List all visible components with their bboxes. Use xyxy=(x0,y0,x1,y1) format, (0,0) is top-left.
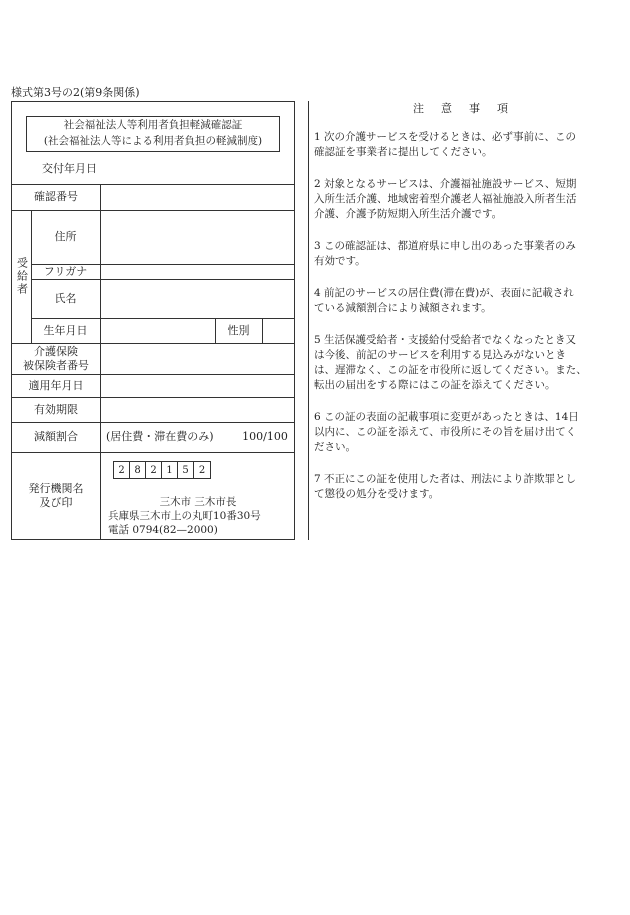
birthdate-label: 生年月日 xyxy=(43,323,88,337)
name-label: 氏名 xyxy=(54,291,77,305)
note-item: 7 不正にこの証を使用した者は、刑法により詐欺罪とし て懲役の処分を受けます。 xyxy=(314,473,577,500)
certificate-panel xyxy=(11,101,295,540)
issuer-label: 発行機関名 及び印 xyxy=(28,481,84,509)
issuer-code-digit: 2 xyxy=(146,462,162,478)
expiry-label: 有効期限 xyxy=(34,402,78,416)
issue-date-label: 交付年月日 xyxy=(42,162,97,175)
certificate-title: 社会福祉法人等利用者負担軽減確認証 xyxy=(63,119,243,131)
panel-divider xyxy=(308,101,309,540)
rule xyxy=(100,452,101,539)
rule xyxy=(262,318,263,343)
reduction-scope: (居住費・滞在費のみ) xyxy=(106,430,214,443)
note-item: 6 この証の表面の記載事項に変更があったときは、14日 以内に、この証を添えて、市役所にその旨を届け出てく ださい。 xyxy=(314,411,579,453)
insured-number-label: 介護保険 被保険者番号 xyxy=(23,344,89,372)
note-item: 5 生活保護受給者・支援給付受給者でなくなったとき又 は今後、前記のサービスを利用する見込みがないとき は、遅滞なく、この証を市役所に返してください。また、 転出の届出をする際にはこの証を添えてください。 xyxy=(314,334,587,391)
note-item: 2 対象となるサービスは、介護福祉施設サービス、短期 入所生活介護、地域密着型介護老人福祉施設入所者生活 介護、介護予防短期入所生活介護です。 xyxy=(314,178,577,220)
furigana-label: フリガナ xyxy=(43,264,88,278)
certificate-title-box xyxy=(26,116,280,152)
issuer-code-boxes xyxy=(113,461,211,479)
issuer-code-digit: 2 xyxy=(114,462,130,478)
gender-label: 性別 xyxy=(227,323,250,337)
reduction-value: 100/100 xyxy=(242,430,288,443)
form-number-label: 様式第3号の2(第9条関係) xyxy=(11,86,140,99)
rule xyxy=(100,184,101,452)
issuer-code-digit: 1 xyxy=(162,462,178,478)
note-item: 3 この確認証は、都道府県に申し出のあった事業者のみ 有効です。 xyxy=(314,240,576,267)
notes-list xyxy=(314,130,616,519)
reduction-rate-label: 減額割合 xyxy=(34,430,78,443)
applicable-date-label: 適用年月日 xyxy=(28,378,84,392)
note-item: 4 前記のサービスの居住費(滞在費)が、表面に記載され ている減額割合により減額されます。 xyxy=(314,287,574,314)
issuer-phone: 電話 0794(82—2000) xyxy=(108,524,218,536)
recipient-label: 受給者 xyxy=(15,257,29,296)
issuer-code-digit: 2 xyxy=(198,464,206,476)
confirmation-number-label: 確認番号 xyxy=(34,190,78,203)
issuer-name: 三木市 三木市長 xyxy=(159,496,237,508)
certificate-subtitle: (社会福祉法人等による利用者負担の軽減制度) xyxy=(43,135,263,147)
address-label: 住所 xyxy=(54,230,77,243)
issuer-code-digit: 8 xyxy=(130,462,146,478)
note-item: 1 次の介護サービスを受けるときは、必ず事前に、この 確認証を事業者に提出してください。 xyxy=(314,131,577,158)
issuer-code-digit: 5 xyxy=(178,462,194,478)
issuer-details xyxy=(108,495,288,537)
issuer-address: 兵庫県三木市上の丸町10番30号 xyxy=(108,510,261,522)
notes-title: 注意事項 xyxy=(413,102,525,115)
